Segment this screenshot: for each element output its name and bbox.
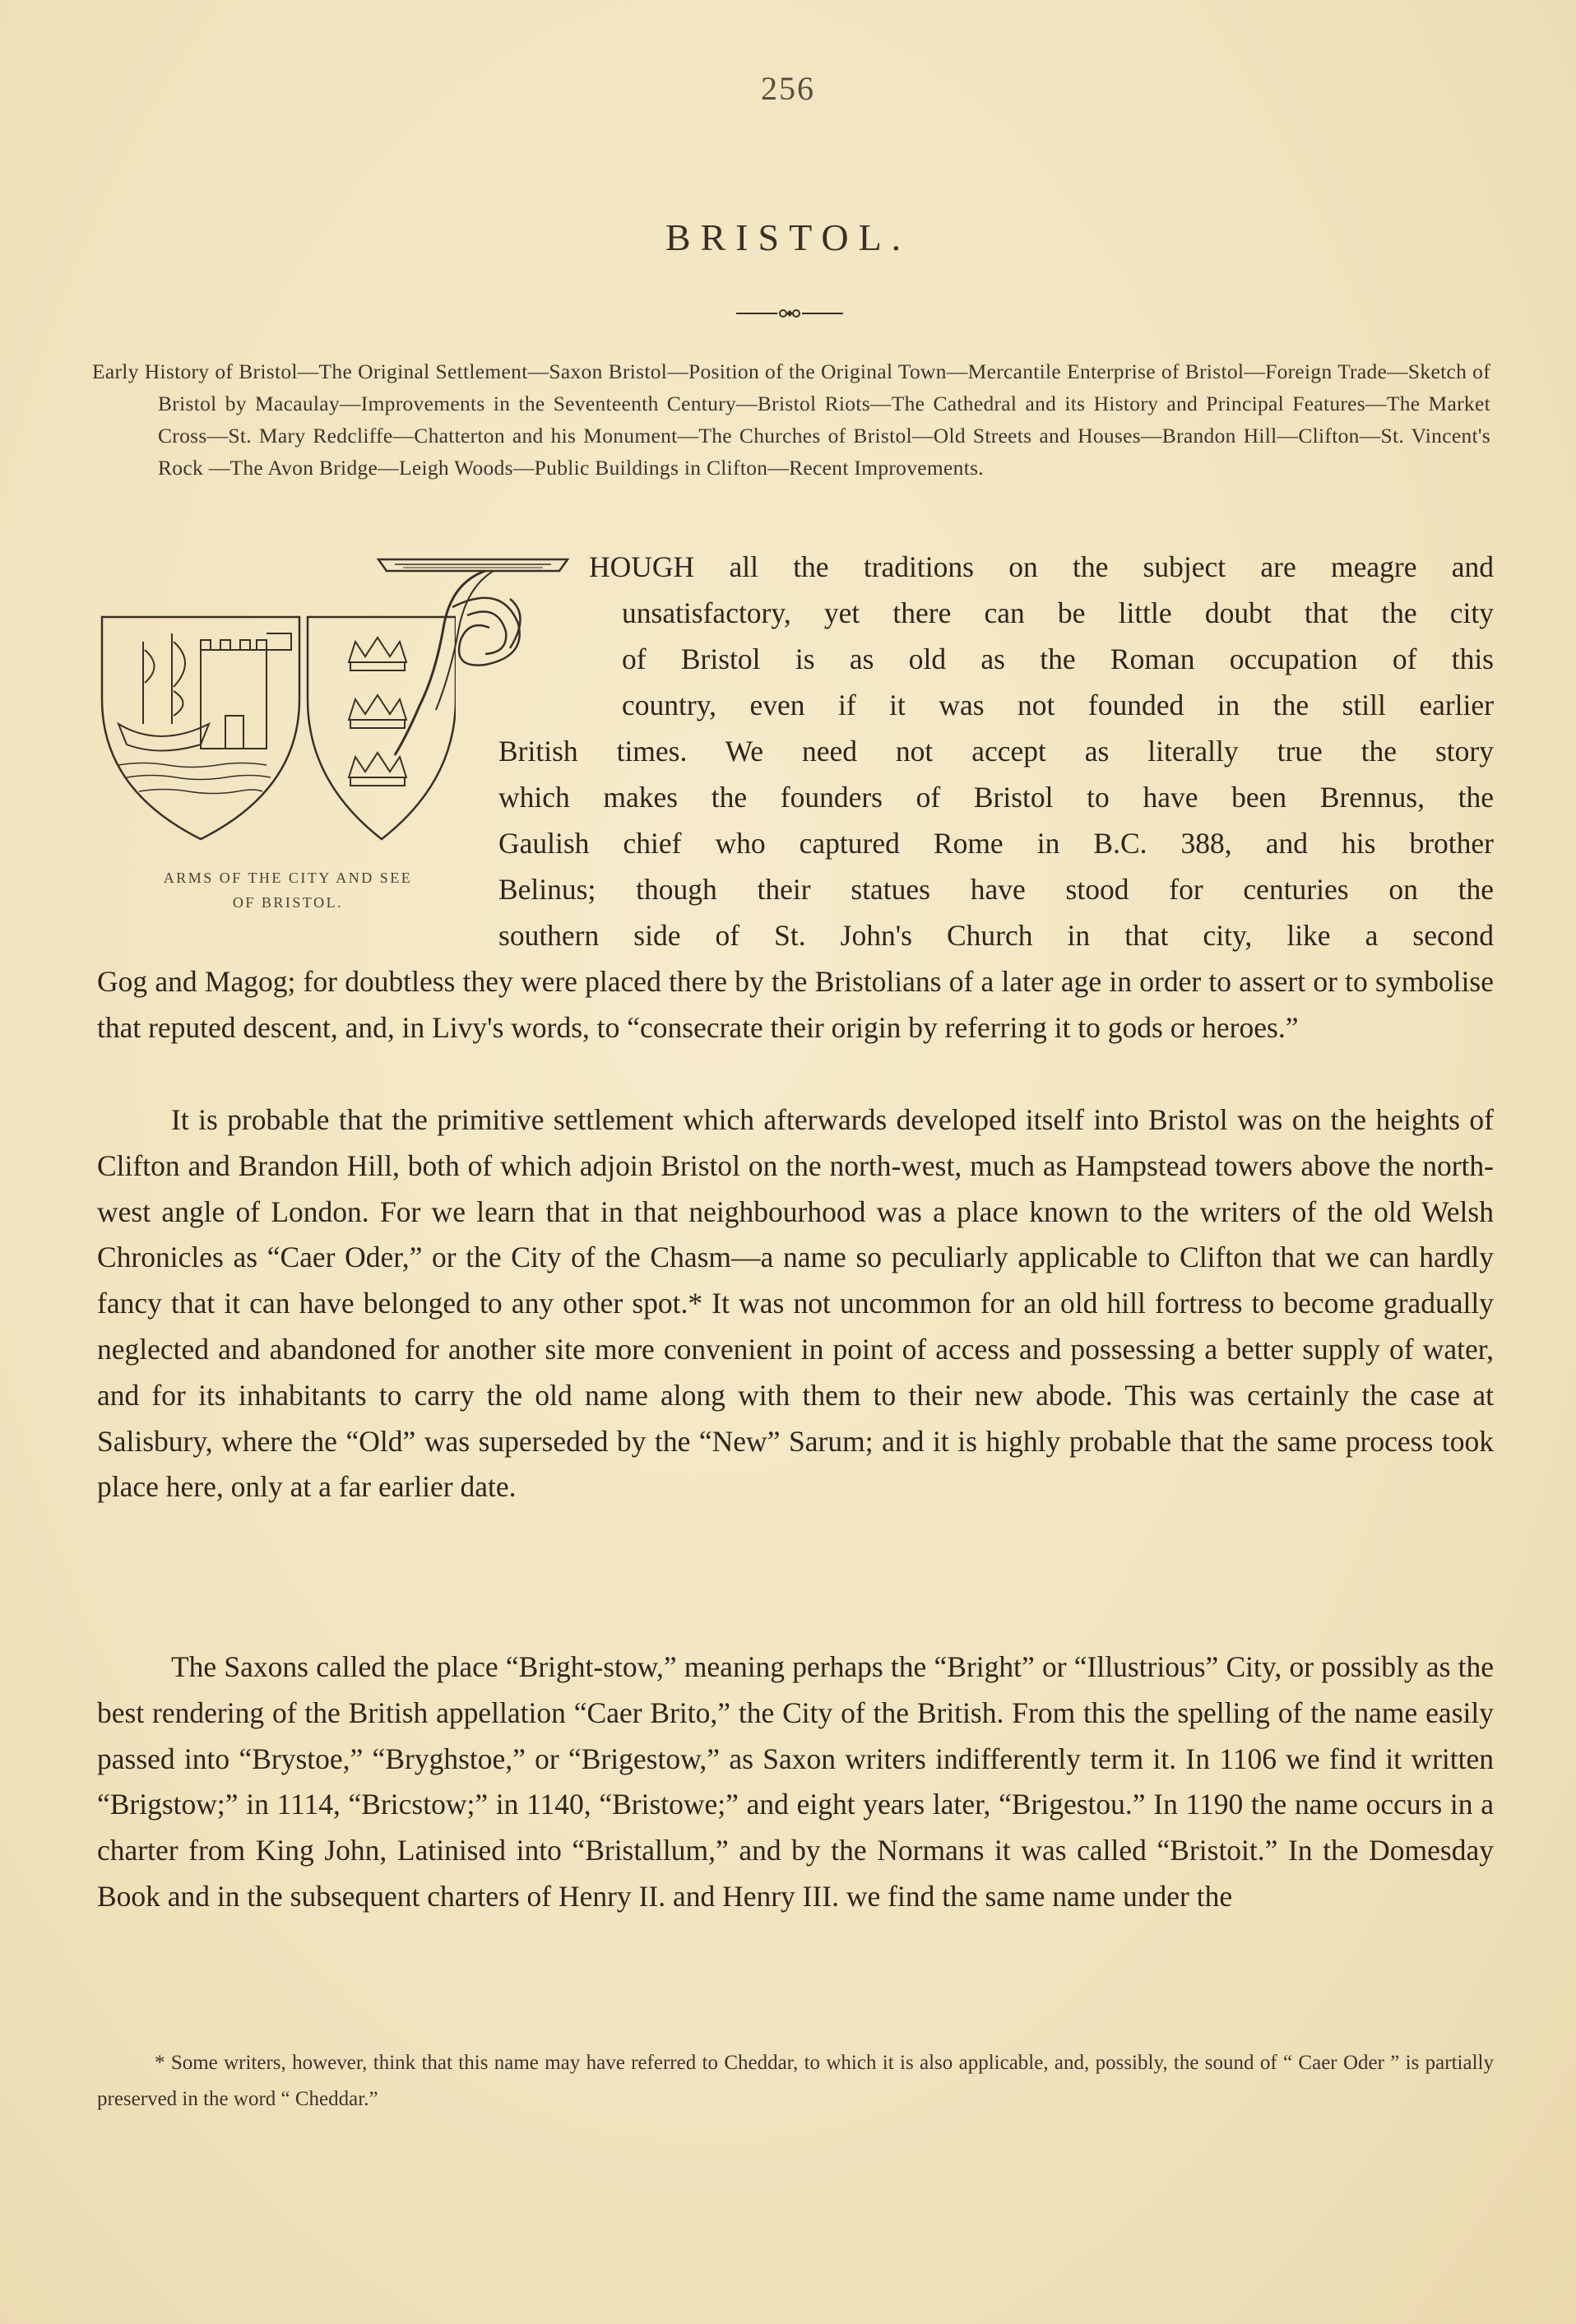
text-line-2 <box>622 596 1494 630</box>
paragraph-2 <box>97 1097 1494 1510</box>
chapter-title: BRISTOL. <box>665 216 911 258</box>
opening-line-5: British times. We need not accept as literally true the story <box>498 735 1494 768</box>
paragraph-3 <box>97 1644 1494 1920</box>
opening-line-1: HOUGH all the traditions on the subject are meagre and <box>589 550 1494 583</box>
opening-line-8: Belinus; though their statues have stood for centuries on the <box>498 873 1494 906</box>
opening-line-6: which makes the founders of Bristol to have been Brennus, the <box>498 781 1494 814</box>
text-line-1 <box>589 550 1494 584</box>
footnote <box>97 2045 1494 2118</box>
opening-line-7: Gaulish chief who captured Rome in B.C. 388, and his brother <box>498 827 1494 860</box>
divider-ornament <box>732 301 847 326</box>
opening-line-4: country, even if it was not founded in the still earlier <box>622 689 1494 721</box>
text-line-5 <box>498 734 1494 768</box>
arms-caption <box>123 865 452 915</box>
footnote-text: * Some writers, however, think that this name may have referred to Cheddar, to which it is also applicable, and, possibly, the sound of “ Caer Oder ” is partially preserved in the word “ Cheddar.” <box>97 2052 1494 2110</box>
page-number: 256 <box>761 70 815 107</box>
text-line-3 <box>622 642 1494 676</box>
city-arms-shield-icon <box>102 617 299 839</box>
text-line-9 <box>498 918 1494 953</box>
text-line-4 <box>622 688 1494 722</box>
text-line-6 <box>498 780 1494 814</box>
text-line-7 <box>498 826 1494 860</box>
opening-line-2: unsatisfactory, yet there can be little doubt that the city <box>622 596 1494 629</box>
chapter-summary-text: Early History of Bristol—The Original Settlement—Saxon Bristol—Position of the Original Town—Mercantile Enterprise of Bristol—Foreign Trade—Sketch of Bristol by Macaulay—Improvements in the Seventeenth Century—Bristol Riots—The Cathedral and its History and Principal Features—The Market Cross—St. Mary Redcliffe—Chatterton and his Monument—The Churches of Bristol—Old Streets and Houses—Brandon Hill—Clifton—St. Vincent's Rock —The Avon Bridge—Leigh Woods—Public Buildings in Clifton—Recent Improvements. <box>92 360 1490 480</box>
arms-caption-line-1: ARMS OF THE CITY AND SEE <box>163 870 413 886</box>
arms-caption-line-2: OF BRISTOL. <box>232 894 344 911</box>
opening-line-3: of Bristol is as old as the Roman occupation of this <box>622 642 1494 675</box>
opening-line-9: southern side of St. John's Church in that city, like a second <box>498 919 1494 952</box>
chapter-summary <box>92 355 1490 484</box>
paragraph-2-text: It is probable that the primitive settlement which afterwards developed itself into Bristol was on the heights of Clifton and Brandon Hill, both of which adjoin Bristol on the north-west, much as Hampstead towers above the north-west angle of London. For we learn that in that neighbourhood was a place known to the writers of the old Welsh Chronicles as “Caer Oder,” or the City of the Chasm—a name so peculiarly applicable to Clifton that we can hardly fancy that it can have belonged to any other spot.* It was not uncommon for an old hill fortress to become gradually neglected and abandoned for another site more convenient in point of access and possessing a better supply of water, and for its inhabitants to carry the old name along with them to their new abode. This was certainly the case at Salisbury, where the “Old” was superseded by the “New” Sarum; and it is highly probable that the same process took place here, only at a far earlier date. <box>97 1103 1494 1504</box>
paragraph-3-text: The Saxons called the place “Bright-stow,” meaning perhaps the “Bright” or “Illustrious” City, or possibly as the best rendering of the British appellation “Caer Brito,” the City of the British. From this the spelling of the name easily passed into “Brystoe,” “Bryghstoe,” or “Brigestow,” as Saxon writers indifferently term it. In 1106 we find it written “Brigstow;” in 1114, “Bricstow;” in 1140, “Bristowe;” and eight years later, “Brigestou.” In 1190 the name occurs in a charter from King John, Latinised into “Bristallum,” and by the Normans it was called “Bristoit.” In the Domesday Book and in the subsequent charters of Henry II. and Henry III. we find the same name under the <box>97 1650 1494 1913</box>
paragraph-1-text: Gog and Magog; for doubtless they were placed there by the Bristolians of a later age in order to assert or to symbolise that reputed descent, and, in Livy's words, to “consecrate their origin by referring it to gods or heroes.” <box>97 965 1494 1044</box>
text-line-8 <box>498 872 1494 907</box>
drop-cap-letter-t <box>370 550 576 763</box>
paragraph-1-continuation <box>97 959 1494 1051</box>
